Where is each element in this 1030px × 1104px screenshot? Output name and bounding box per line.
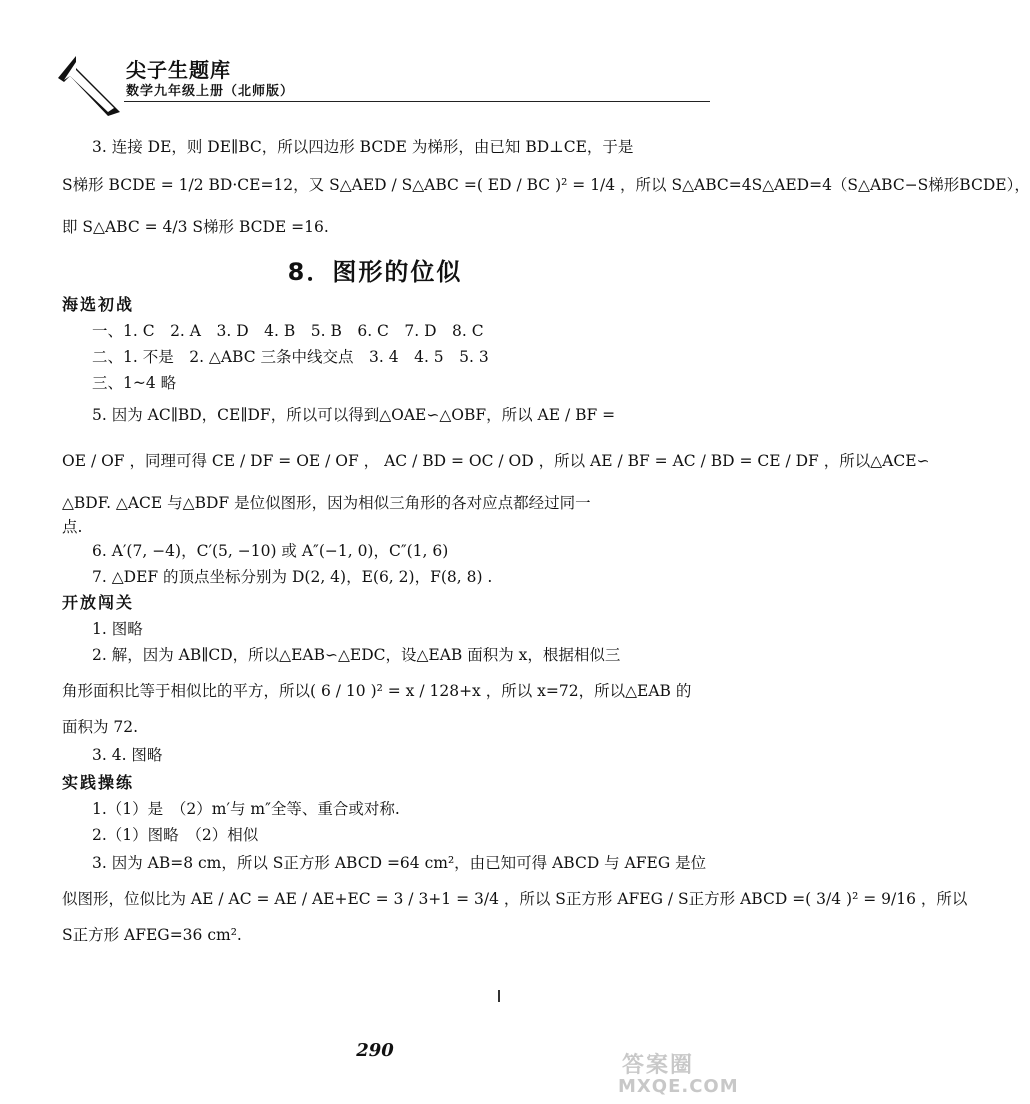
page-number: 290 [356,1040,394,1061]
watermark-text: 答案圈 [622,1053,695,1078]
text-line: 二、1. 不是 2. △ABC 三条中线交点 3. 4 4. 5 5. 3 [92,348,489,366]
text-line: 面积为 72. [62,718,139,736]
text-line: S正方形 AFEG=36 cm². [62,926,242,944]
text-line: 7. △DEF 的顶点坐标分别为 D(2, 4)，E(6, 2)，F(8, 8) . [92,568,493,586]
book-title: 尖子生题库 [126,58,231,82]
text-line: △BDF. △ACE 与△BDF 是位似图形，因为相似三角形的各对应点都经过同一 [62,494,591,512]
text-line: 1. 图略 [92,620,143,638]
text-line: 2.（1）图略 （2）相似 [92,826,259,844]
text-line: 2. 解，因为 AB∥CD，所以△EAB∽△EDC，设△EAB 面积为 x，根据相似三 [92,646,621,664]
text-line: 即 S△ABC = 4/3 S梯形 BCDE =16. [62,218,329,236]
text-line: 5. 因为 AC∥BD，CE∥DF，所以可以得到△OAE∽△OBF，所以 AE / BF = [92,406,616,424]
text-line: 似图形，位似比为 AE / AC = AE / AE+EC = 3 / 3+1 = 3/4 ，所以 S正方形 AFEG / S正方形 ABCD =( 3/4 )² = 9/16 ，所以 [62,890,968,908]
text-line: 角形面积比等于相似比的平方，所以( 6 / 10 )² = x / 128+x ，所以 x=72，所以△EAB 的 [62,682,692,700]
book-subtitle: 数学九年级上册（北师版） [126,84,295,99]
arrow-logo-icon [54,46,126,118]
subsection-heading: 海选初战 [62,295,135,314]
subsection-heading: 实践操练 [62,773,135,792]
text-line: OE / OF ，同理可得 CE / DF = OE / OF ， AC / BD = OC / OD ，所以 AE / BF = AC / BD = CE / DF ，所以△ACE∽ [62,452,930,470]
text-line: S梯形 BCDE = 1/2 BD·CE=12，又 S△AED / S△ABC =( ED / BC )² = 1/4 ，所以 S△ABC=4S△AED=4（S△ABC−S梯形BCDE）， [62,176,1030,194]
text-line: 点. [62,518,83,536]
text-line: 3. 因为 AB=8 cm，所以 S正方形 ABCD =64 cm²，由已知可得 ABCD 与 AFEG 是位 [92,854,707,872]
text-line: 1.（1）是 （2）m′与 m″全等、重合或对称. [92,800,400,818]
text-line: 3. 4. 图略 [92,746,163,764]
text-line: 3. 连接 DE，则 DE∥BC，所以四边形 BCDE 为梯形，由已知 BD⊥CE，于是 [92,138,634,156]
section-title: 8．图形的位似 [287,258,463,286]
header-divider [124,101,710,102]
text-line: 6. A′(7, −4)，C′(5, −10) 或 A″(−1, 0)，C″(1, 6) [92,542,449,560]
subsection-heading: 开放闯关 [62,593,135,612]
watermark-url: MXQE.COM [618,1076,739,1097]
watermark-logo [612,1048,738,1100]
text-line: 三、1~4 略 [92,374,177,392]
text-line: 一、1. C 2. A 3. D 4. B 5. B 6. C 7. D 8. C [92,322,484,340]
print-mark [498,990,500,1002]
